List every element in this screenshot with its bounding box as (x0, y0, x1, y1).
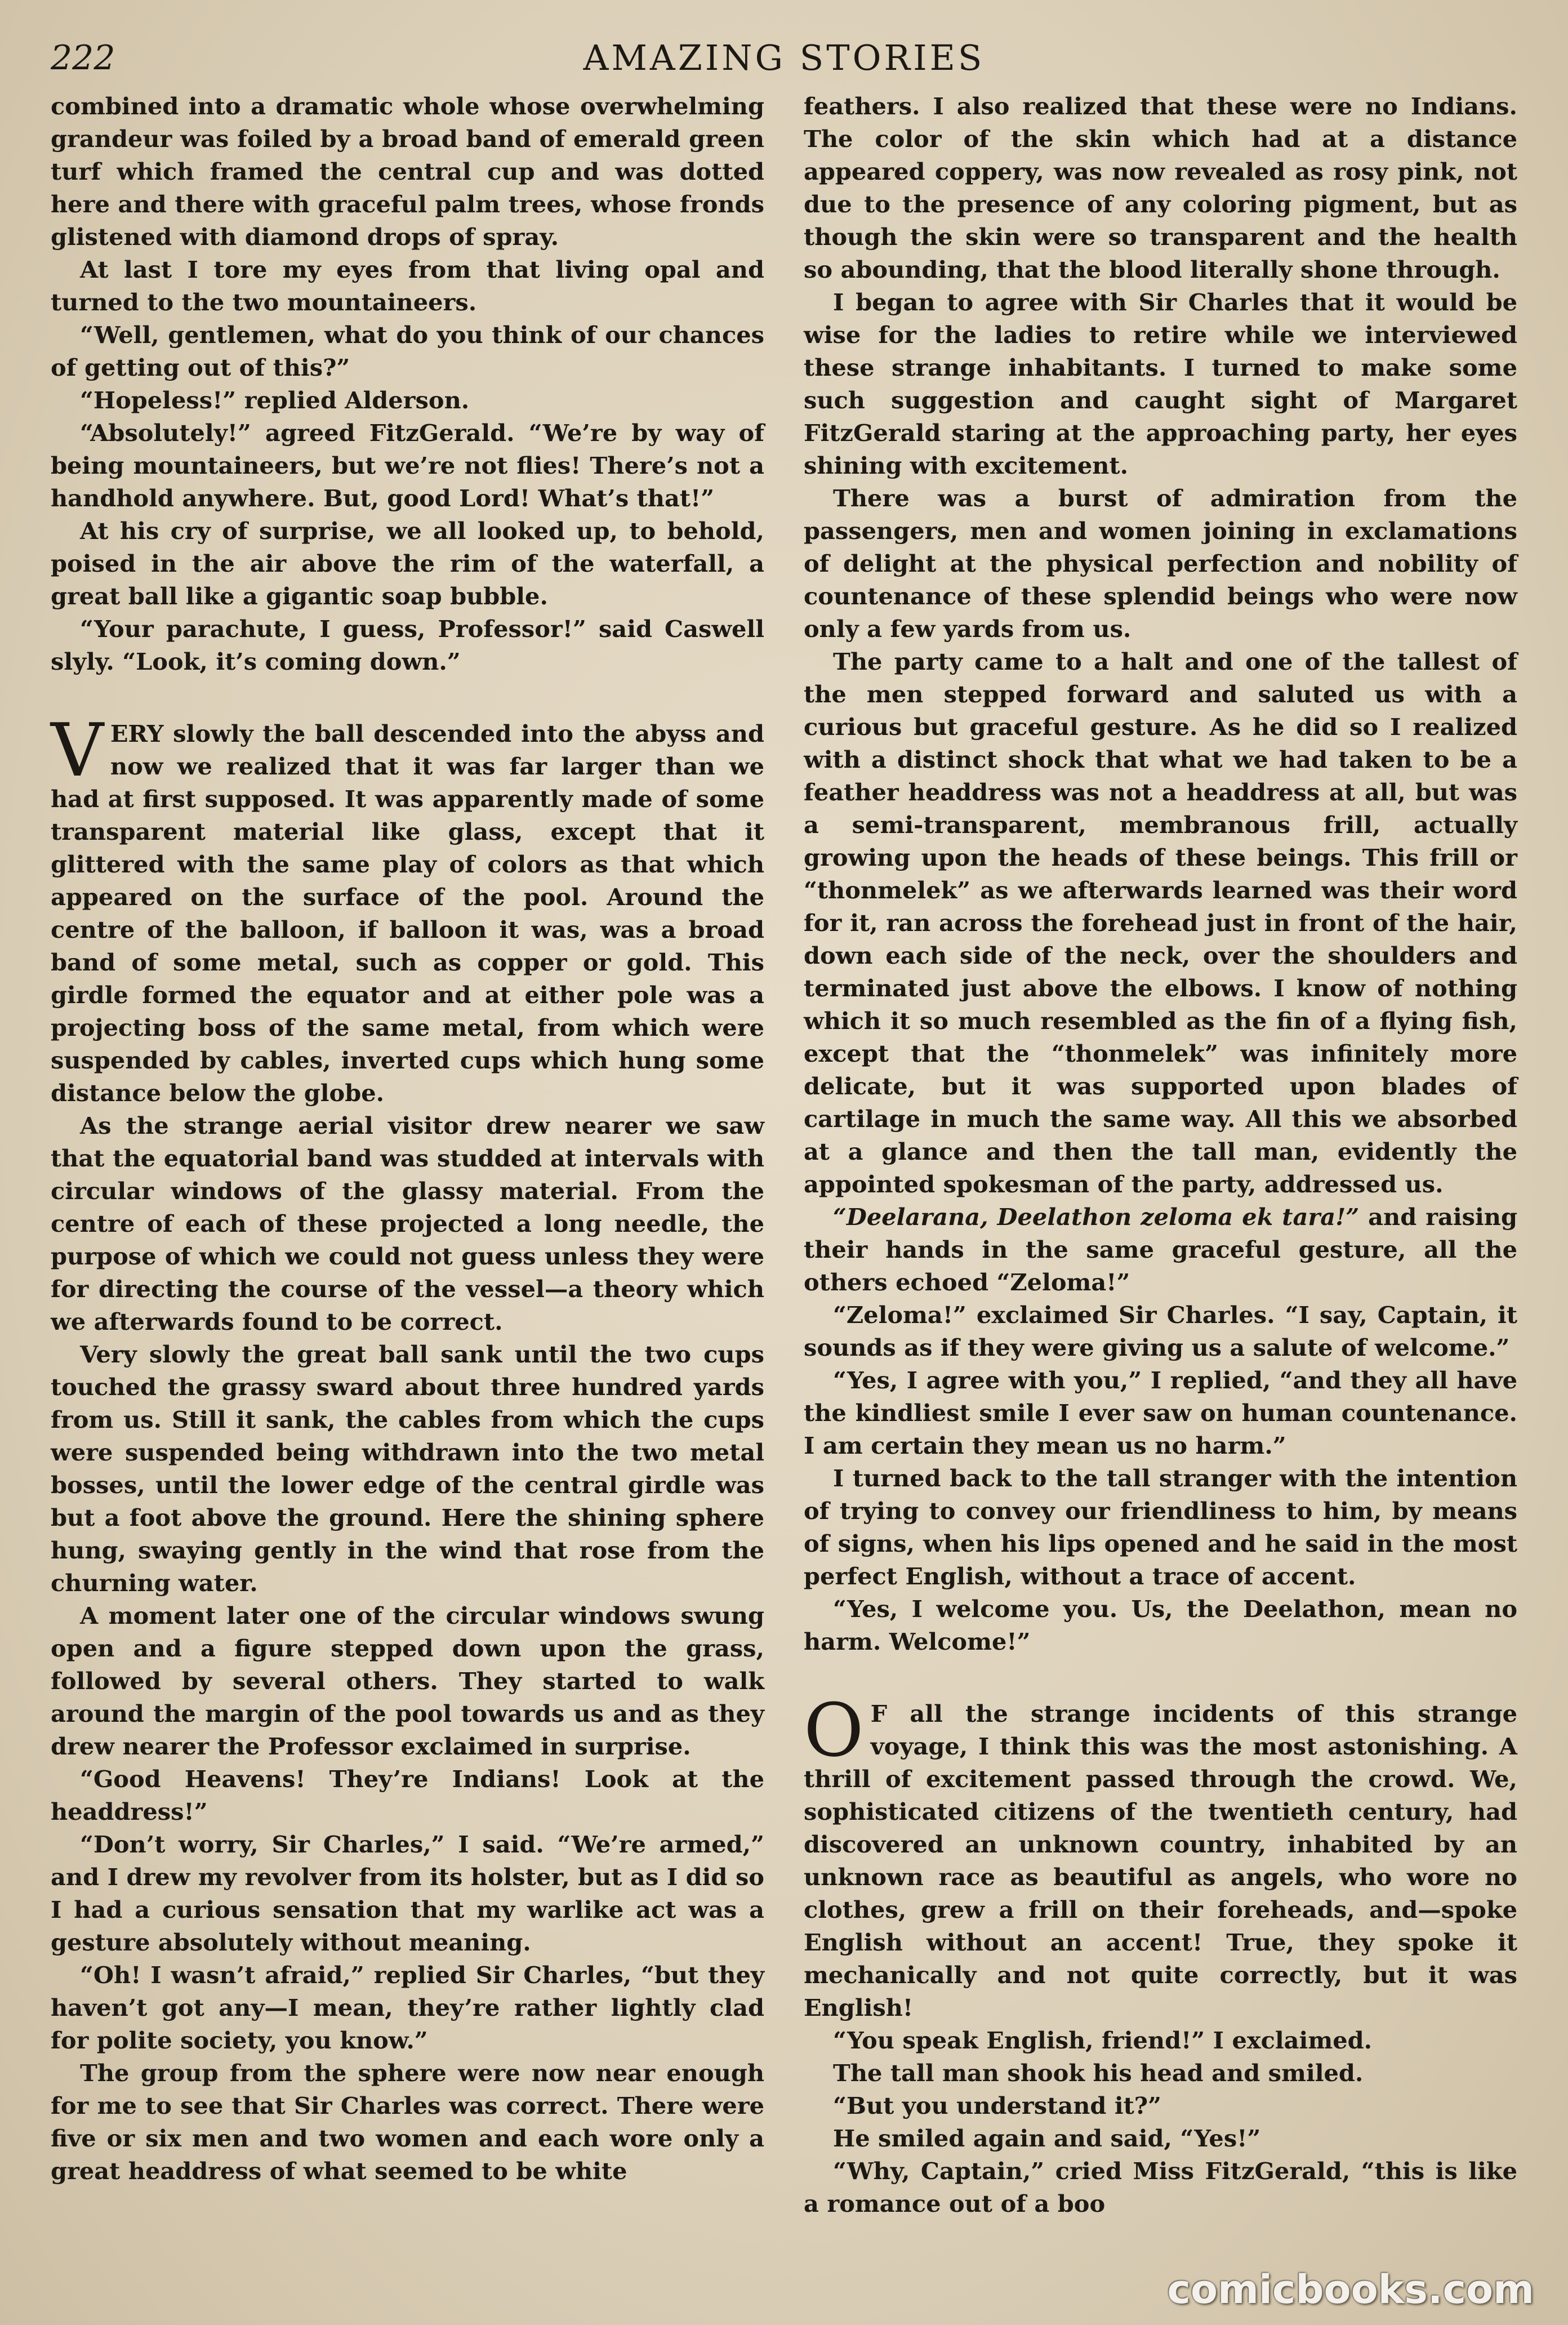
paragraph: At his cry of surprise, we all looked up, to behold, poised in the air above the rim of the waterfall, a great ball like a gigantic soap bubble. (51, 517, 764, 610)
page-number: 222 (51, 38, 115, 78)
paragraph: feathers. I also realized that these were no Indians. The color of the skin which had at a distance appeared coppery, was now revealed as rosy pink, not due to the presence of any coloring pigment, but as though the skin were so transparent and the health so abounding, that the blood literally shone through. (804, 92, 1517, 283)
text-columns (51, 90, 1517, 2220)
paragraph: Very slowly the great ball sank until the two cups touched the grassy sward about three hundred yards from us. Still it sank, the cables from which the cups were suspended being withdrawn into the two metal bosses, until the lower edge of the central girdle was but a foot above the ground. Here the shining sphere hung, swaying gently in the wind that rose from the churning water. (51, 1340, 764, 1597)
section-opening-paragraph (51, 707, 764, 1110)
paragraph: I began to agree with Sir Charles that it would be wise for the ladies to retire while we interviewed these strange inhabitants. I turned to make some such suggestion and caught sight of Margaret FitzGerald staring at the approaching party, her eyes shining with excitement. (804, 288, 1517, 479)
paragraph: combined into a dramatic whole whose overwhelming grandeur was foiled by a broad band of emerald green turf which framed the central cup and was dotted here and there with graceful palm trees, whose fronds glistened with diamond drops of spray. (51, 92, 764, 251)
left-column (51, 90, 764, 2220)
paragraph-text: F all the strange incidents of this strange voyage, I think this was the most astonishing. A thrill of excitement passed through the crowd. We, sophisticated citizens of the twentieth century, had discovered an unknown country, inhabited by an unknown race as beautiful as angels, who wore no clothes, grew a frill on their foreheads, and—spoke English without an accent! True, they spoke it mechanically and not quite correctly, but it was English! (804, 1700, 1517, 2021)
paragraph: “Yes, I agree with you,” I replied, “and they all have the kindliest smile I ever saw on human countenance. I am certain they mean us no harm.” (804, 1366, 1517, 1459)
paragraph (804, 1201, 1517, 1299)
paragraph-text: ERY slowly the ball descended into the abyss and now we realized that it was far larger than we had at first supposed. It was apparently made of some transparent material like glass, except that it glittered with the same play of colors as that which appeared on the surface of the pool. Around the centre of the balloon, if balloon it was, was a broad band of some metal, such as copper or gold. This girdle formed the equator and at either pole was a projecting boss of the same metal, from which were suspended by cables, inverted cups which hung some distance below the globe. (51, 720, 764, 1107)
paragraph: The group from the sphere were now near enough for me to see that Sir Charles was correct. There were five or six men and two women and each wore only a great headdress of what seemed to be white (51, 2059, 764, 2185)
paragraph: “Absolutely!” agreed FitzGerald. “We’re by way of being mountaineers, but we’re not flies! There’s not a handhold anywhere. But, good Lord! What’s that!” (51, 419, 764, 512)
paragraph: “You speak English, friend!” I exclaimed. (833, 2026, 1373, 2054)
paragraph: The tall man shook his head and smiled. (833, 2059, 1364, 2087)
paragraph: As the strange aerial visitor drew nearer we saw that the equatorial band was studded at intervals with circular windows of the glassy material. From the centre of each of these projected a long needle, the purpose of which we could not guess unless they were for directing the course of the vessel—a theory which we afterwards found to be correct. (51, 1112, 764, 1335)
page-header (51, 34, 1517, 82)
paragraph: “Yes, I welcome you. Us, the Deelathon, mean no harm. Welcome!” (804, 1595, 1517, 1655)
site-watermark: comicbooks.com (1167, 2266, 1534, 2313)
paragraph: At last I tore my eyes from that living opal and turned to the two mountaineers. (51, 256, 764, 316)
paragraph: “Your parachute, I guess, Professor!” said Caswell slyly. “Look, it’s coming down.” (51, 615, 764, 675)
paragraph: “Don’t worry, Sir Charles,” I said. “We’re armed,” and I drew my revolver from its holster, but as I did so I had a curious sensation that my warlike act was a gesture absolutely without meaning. (51, 1830, 764, 1956)
paragraph: “Good Heavens! They’re Indians! Look at the headdress!” (51, 1765, 764, 1825)
paragraph: The party came to a halt and one of the tallest of the men stepped forward and saluted us with a curious but graceful gesture. As he did so I realized with a distinct shock that what we had taken to be a feather headdress was not a headdress at all, but was a semi-transparent, membranous frill, actually growing upon the heads of these beings. This frill or “thonmelek” as we afterwards learned was their word for it, ran across the forehead just in front of the hair, down each side of the neck, over the shoulders and terminated just above the elbows. I know of nothing which it so much resembled as the fin of a flying fish, except that the “thonmelek” was infinitely more delicate, but it was supported upon blades of cartilage in much the same way. All this we absorbed at a glance and then the tall man, evidently the appointed spokesman of the party, addressed us. (804, 648, 1517, 1198)
paragraph: I turned back to the tall stranger with the intention of trying to convey our friendliness to him, by means of signs, when his lips opened and he said in the most perfect English, without a trace of accent. (804, 1464, 1517, 1590)
paragraph: “Why, Captain,” cried Miss FitzGerald, “this is like a romance out of a boo (804, 2157, 1517, 2217)
paragraph: “Oh! I wasn’t afraid,” replied Sir Charles, “but they haven’t got any—I mean, they’re rather lightly clad for polite society, you know.” (51, 1961, 764, 2054)
paragraph: A moment later one of the circular windows swung open and a figure stepped down upon the grass, followed by several others. They started to walk around the margin of the pool towards us and as they drew nearer the Professor exclaimed in surprise. (51, 1602, 764, 1760)
paragraph: “Zeloma!” exclaimed Sir Charles. “I say, Captain, it sounds as if they were giving us a salute of welcome.” (804, 1301, 1517, 1361)
paragraph: “But you understand it?” (833, 2092, 1161, 2119)
paragraph: “Well, gentlemen, what do you think of our chances of getting out of this?” (51, 321, 764, 381)
paragraph-text: and raising their hands in the same graceful gesture, all the others echoed “Zeloma!” (804, 1203, 1517, 1296)
drop-cap: V (51, 707, 104, 793)
paragraph: “Hopeless!” replied Alderson. (80, 386, 470, 414)
paragraph: There was a burst of admiration from the passengers, men and women joining in exclamations of delight at the physical perfection and nobility of countenance of these splendid beings who were now only a few yards from us. (804, 484, 1517, 643)
section-opening-paragraph (804, 1687, 1517, 2024)
right-column (804, 90, 1517, 2220)
running-head: AMAZING STORIES (583, 37, 985, 78)
drop-cap: O (804, 1687, 864, 1773)
alien-greeting: “Deelarana, Deelathon zeloma ek tara!” (833, 1203, 1360, 1231)
paragraph: He smiled again and said, “Yes!” (833, 2124, 1261, 2152)
